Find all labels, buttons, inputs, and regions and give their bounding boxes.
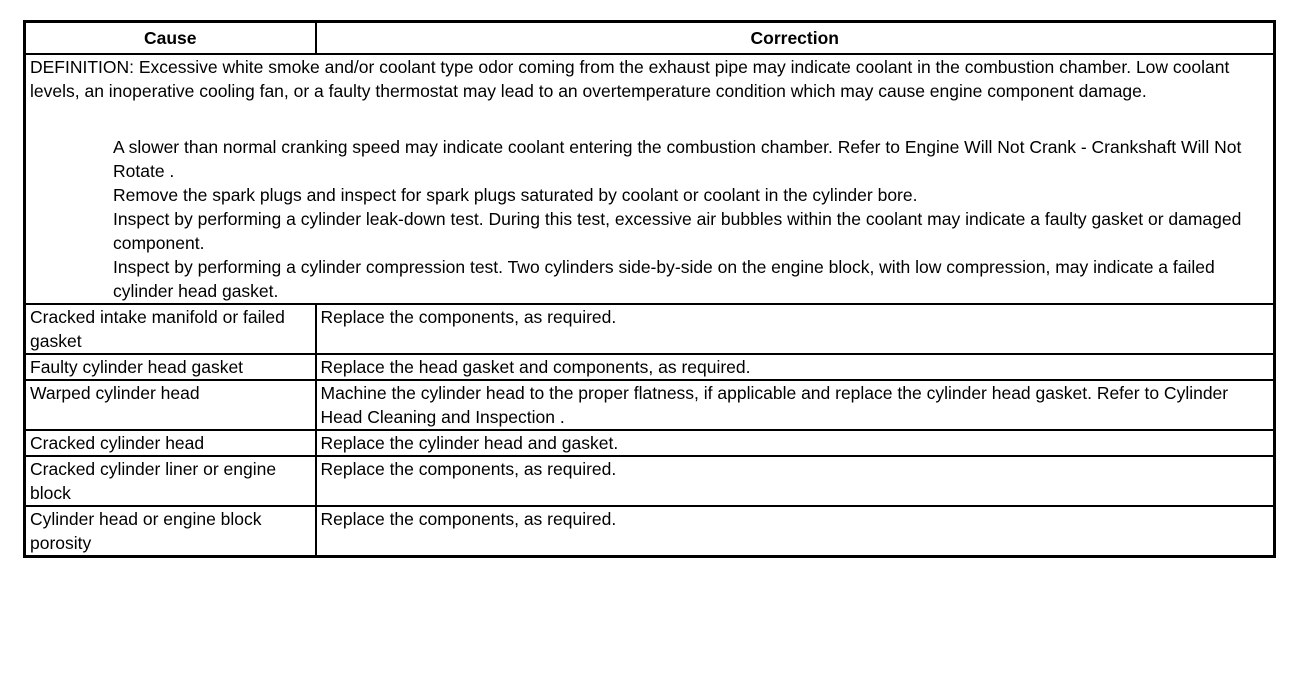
step-item: Inspect by performing a cylinder compression test. Two cylinders side-by-side on the engine block, with low compression, may indicate a failed cylinder head gasket.	[113, 257, 1215, 301]
diagnostic-steps	[30, 135, 1269, 303]
correction-cell: Replace the components, as required.	[316, 456, 1275, 506]
correction-cell: Replace the components, as required.	[316, 304, 1275, 354]
table-row	[25, 354, 1275, 380]
correction-cell: Replace the head gasket and components, as required.	[316, 354, 1275, 380]
definition-text: DEFINITION: Excessive white smoke and/or coolant type odor coming from the exhaust pipe may indicate coolant in the combustion chamber. Low coolant levels, an inoperative cooling fan, or a faulty thermostat may lead to an overtemperature condition which may cause engine component damage.	[30, 57, 1230, 101]
cause-cell: Faulty cylinder head gasket	[25, 354, 316, 380]
correction-cell: Replace the cylinder head and gasket.	[316, 430, 1275, 456]
correction-cell: Replace the components, as required.	[316, 506, 1275, 557]
table-row	[25, 430, 1275, 456]
cause-cell: Cylinder head or engine block porosity	[25, 506, 316, 557]
table-row	[25, 506, 1275, 557]
correction-cell: Machine the cylinder head to the proper flatness, if applicable and replace the cylinder head gasket. Refer to Cylinder Head Cleaning and Inspection .	[316, 380, 1275, 430]
cause-cell: Warped cylinder head	[25, 380, 316, 430]
cause-header: Cause	[25, 22, 316, 55]
header-row	[25, 22, 1275, 55]
definition-row	[25, 54, 1275, 304]
step-item: A slower than normal cranking speed may indicate coolant entering the combustion chamber. Refer to Engine Will Not Crank - Crankshaft Will Not Rotate .	[113, 137, 1242, 181]
step-item: Remove the spark plugs and inspect for spark plugs saturated by coolant or coolant in the cylinder bore.	[113, 185, 918, 205]
correction-header: Correction	[316, 22, 1275, 55]
cause-cell: Cracked cylinder head	[25, 430, 316, 456]
cause-cell: Cracked intake manifold or failed gasket	[25, 304, 316, 354]
table-row	[25, 304, 1275, 354]
definition-cell	[25, 54, 1275, 304]
table-row	[25, 380, 1275, 430]
cause-cell: Cracked cylinder liner or engine block	[25, 456, 316, 506]
diagnostic-table	[23, 20, 1276, 558]
table-row	[25, 456, 1275, 506]
step-item: Inspect by performing a cylinder leak-down test. During this test, excessive air bubbles within the coolant may indicate a faulty gasket or damaged component.	[113, 209, 1242, 253]
